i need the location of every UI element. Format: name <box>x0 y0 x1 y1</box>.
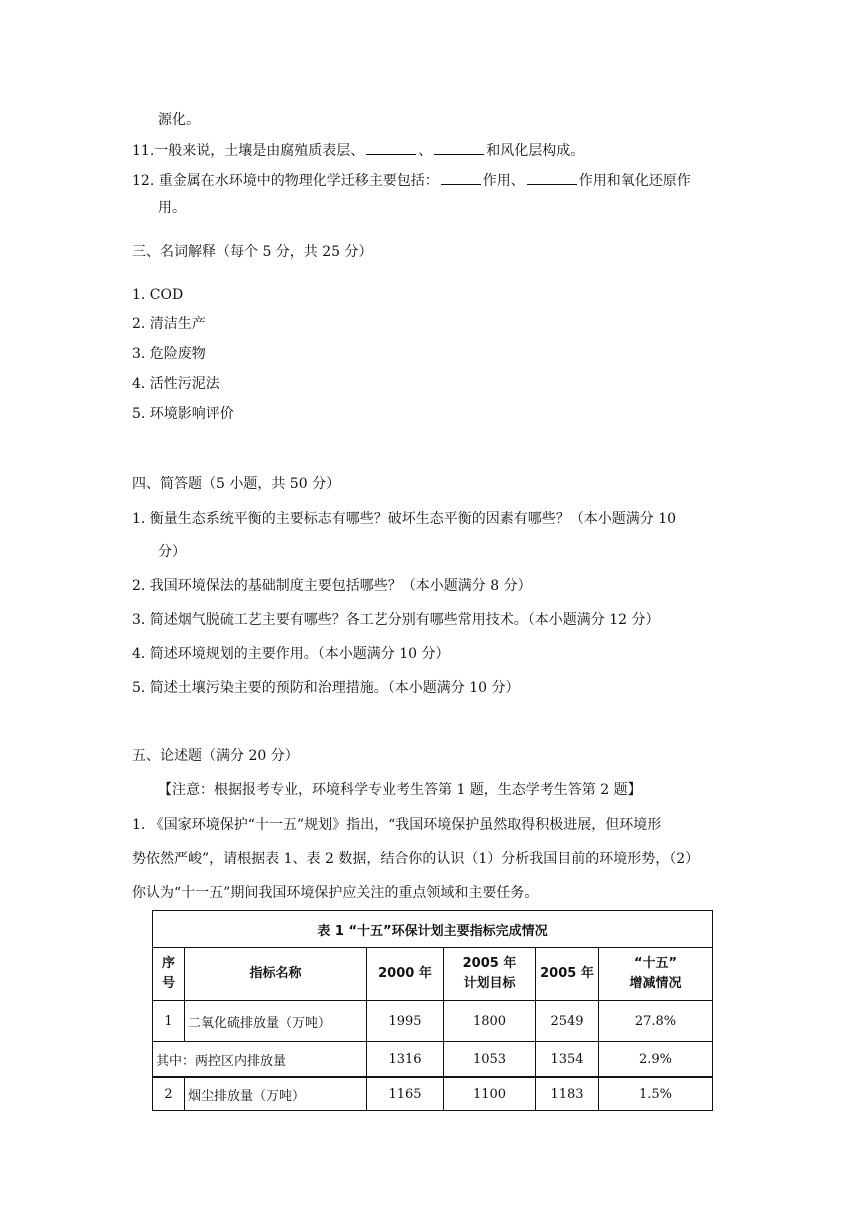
question-11 <box>132 139 584 161</box>
q12-suffix: 作用和氧化还原作 <box>578 173 691 189</box>
cell-seq: 2 <box>153 1077 185 1111</box>
essay-question-line: 你认为“十一五”期间我国环境保护应关注的重点领域和主要任务。 <box>132 885 539 901</box>
short-answer-item-continuation: 分） <box>158 544 186 560</box>
short-answer-item: 2. 我国环境保法的基础制度主要包括哪些？（本小题满分 8 分） <box>132 578 532 594</box>
cell-change: 27.8% <box>599 1001 713 1042</box>
q11-suffix: 和风化层构成。 <box>486 143 585 159</box>
blank-field[interactable] <box>441 169 481 185</box>
blank-field[interactable] <box>527 169 577 185</box>
blank-field[interactable] <box>434 139 484 155</box>
header-2005: 2005 年 <box>536 948 599 1001</box>
table-row <box>153 1042 713 1078</box>
cell-2005: 1183 <box>536 1077 599 1111</box>
table-caption-row <box>153 911 713 948</box>
essay-question-line: 1. 《国家环境保护“十一五”规划》指出，“我国环境保护虽然取得积极进展，但环境形 <box>132 817 662 833</box>
cell-indicator-name: 烟尘排放量（万吨） <box>185 1077 367 1111</box>
cell-2005: 1354 <box>536 1042 599 1078</box>
table-caption: 表 1 “十五”环保计划主要指标完成情况 <box>153 911 713 948</box>
section-4-heading: 四、简答题（5 小题，共 50 分） <box>132 476 341 492</box>
header-2000: 2000 年 <box>367 948 444 1001</box>
header-change: “十五” 增减情况 <box>599 948 713 1001</box>
term-item: 2. 清洁生产 <box>132 316 206 332</box>
short-answer-item: 5. 简述土壤污染主要的预防和治理措施。（本小题满分 10 分） <box>132 680 520 696</box>
cell-target: 1800 <box>444 1001 536 1042</box>
blank-field[interactable] <box>366 139 416 155</box>
answer-note: 【注意：根据报考专业，环境科学专业考生答第 1 题，生态学考生答第 2 题】 <box>158 782 642 798</box>
header-seq: 序 号 <box>153 948 185 1001</box>
cell-2000: 1316 <box>367 1042 444 1078</box>
cell-2000: 1995 <box>367 1001 444 1042</box>
term-item: 4. 活性污泥法 <box>132 376 220 392</box>
short-answer-item: 3. 简述烟气脱硫工艺主要有哪些？各工艺分别有哪些常用技术。（本小题满分 12 分） <box>132 612 660 628</box>
essay-question-line: 势依然严峻”，请根据表 1、表 2 数据，结合你的认识（1）分析我国目前的环境形势，（2） <box>132 851 700 867</box>
header-indicator-name: 指标名称 <box>185 948 367 1001</box>
cell-seq: 1 <box>153 1001 185 1042</box>
q11-prefix: 11.一般来说，土壤是由腐殖质表层、 <box>132 143 365 159</box>
indicator-table <box>152 910 713 1111</box>
header-2005-target: 2005 年 计划目标 <box>444 948 536 1001</box>
cell-indicator-name: 二氧化硫排放量（万吨） <box>185 1001 367 1042</box>
cell-change: 1.5% <box>599 1077 713 1111</box>
q11-separator: 、 <box>418 143 433 159</box>
term-item: 1. COD <box>132 287 184 303</box>
cell-2000: 1165 <box>367 1077 444 1111</box>
cell-change: 2.9% <box>599 1042 713 1078</box>
table-header-row <box>153 948 713 1001</box>
term-item: 5. 环境影响评价 <box>132 406 234 422</box>
section-3-heading: 三、名词解释（每个 5 分，共 25 分） <box>132 244 373 260</box>
short-answer-item: 1. 衡量生态系统平衡的主要标志有哪些？破坏生态平衡的因素有哪些？（本小题满分 10 <box>132 511 677 527</box>
cell-target: 1100 <box>444 1077 536 1111</box>
section-5-heading: 五、论述题（满分 20 分） <box>132 748 299 764</box>
term-item: 3. 危险废物 <box>132 346 206 362</box>
line-continuation: 源化。 <box>158 112 200 128</box>
q12-prefix: 12. 重金属在水环境中的物理化学迁移主要包括： <box>132 173 439 189</box>
short-answer-item: 4. 简述环境规划的主要作用。（本小题满分 10 分） <box>132 646 450 662</box>
question-12-continuation: 用。 <box>158 200 186 216</box>
cell-indicator-name: 其中：两控区内排放量 <box>153 1042 367 1078</box>
table-row <box>153 1001 713 1042</box>
cell-2005: 2549 <box>536 1001 599 1042</box>
cell-target: 1053 <box>444 1042 536 1078</box>
table-row <box>153 1077 713 1111</box>
question-12 <box>132 169 691 191</box>
q12-middle: 作用、 <box>482 173 525 189</box>
